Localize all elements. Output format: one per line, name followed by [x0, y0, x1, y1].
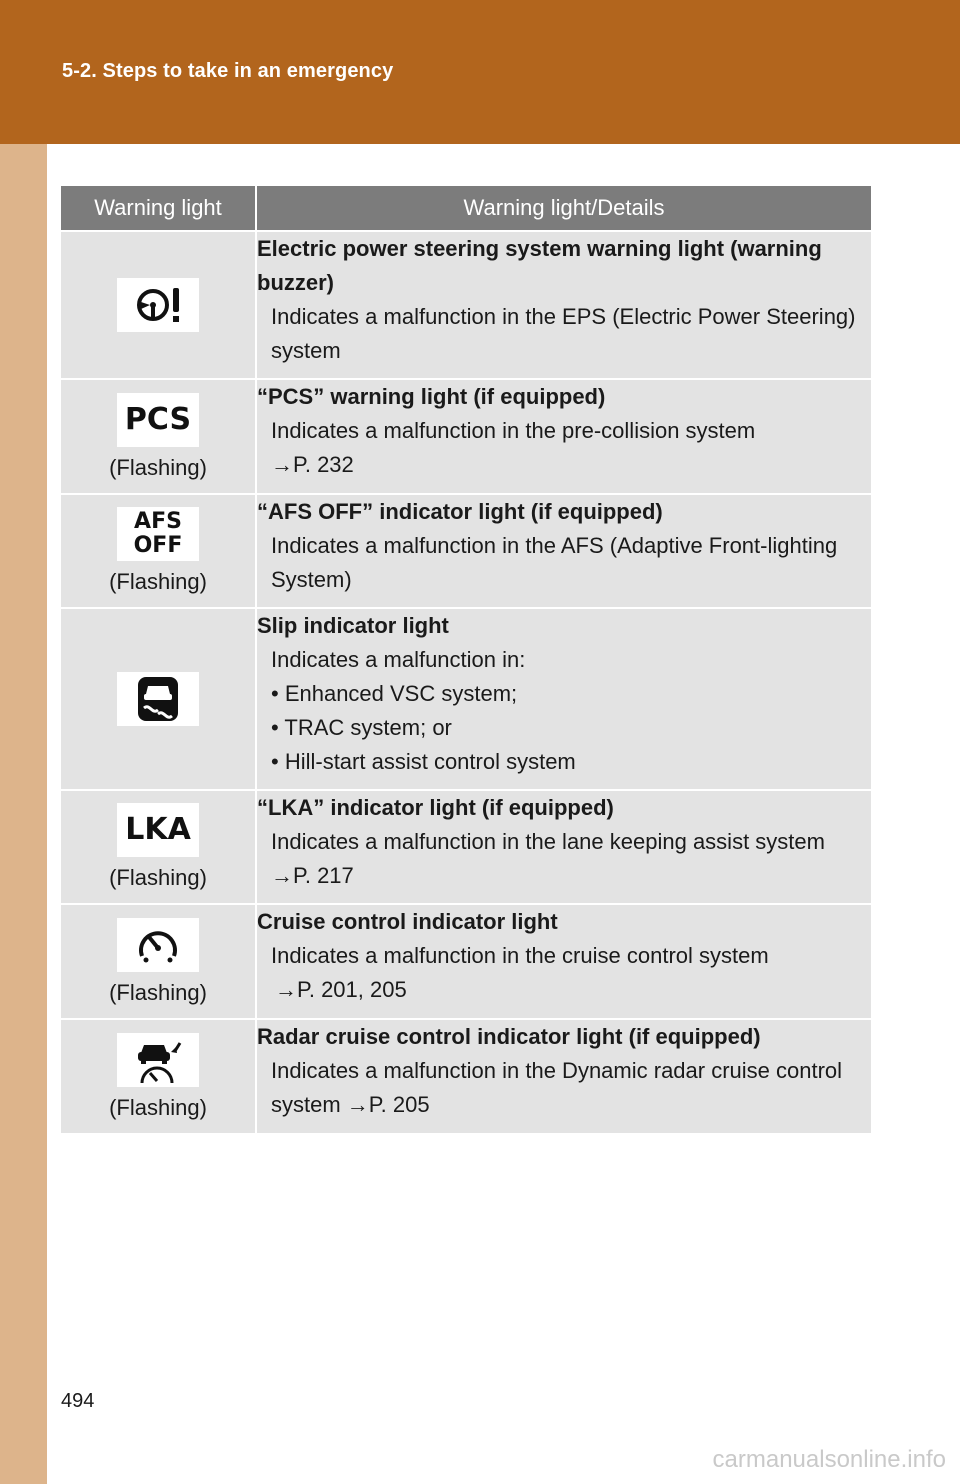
- pcs-icon: [117, 393, 199, 447]
- detail-line: • Hill-start assist control system: [271, 749, 576, 774]
- flashing-label: (Flashing): [109, 569, 207, 594]
- table-row: [61, 379, 871, 494]
- table-row: [61, 1019, 871, 1133]
- afs-off-icon: [117, 507, 199, 561]
- warning-title: “PCS” warning light (if equipped): [257, 384, 606, 409]
- detail-line: Indicates a malfunction in the pre-collision system: [271, 418, 756, 443]
- table-row: [61, 231, 871, 379]
- warning-light-table: [61, 186, 871, 1133]
- flashing-label: (Flashing): [109, 1094, 207, 1120]
- warning-title: Radar cruise control indicator light (if equipped): [257, 1024, 761, 1049]
- watermark: carmanualsonline.info: [712, 1446, 946, 1473]
- flashing-label: (Flashing): [109, 979, 207, 1005]
- icon-cell: [61, 790, 256, 904]
- details-cell: [256, 494, 871, 608]
- flashing-label: (Flashing): [109, 865, 207, 890]
- table-row: [61, 904, 871, 1019]
- page-number: 494: [61, 1390, 95, 1412]
- details-cell: [256, 790, 871, 904]
- icon-cell: [61, 379, 256, 494]
- detail-line: Indicates a malfunction in the AFS (Adaptive Front-lighting System): [271, 533, 838, 592]
- page-reference[interactable]: →P. 201, 205: [275, 977, 407, 1002]
- detail-line: Indicates a malfunction in the EPS (Electric Power Steering) system: [271, 304, 856, 363]
- steering-warning-icon: [117, 278, 199, 332]
- side-band: [0, 144, 47, 1484]
- table-row: [61, 494, 871, 608]
- page-reference[interactable]: →P. 217: [271, 863, 354, 888]
- detail-line: Indicates a malfunction in the lane keeping assist system: [271, 829, 825, 854]
- warning-title: “LKA” indicator light (if equipped): [257, 795, 614, 820]
- page-reference[interactable]: →P. 232: [271, 452, 354, 477]
- icon-cell: [61, 1019, 256, 1133]
- details-cell: [256, 231, 871, 379]
- icon-cell: [61, 904, 256, 1019]
- section-title: 5-2. Steps to take in an emergency: [62, 60, 394, 82]
- detail-line: • Enhanced VSC system;: [271, 681, 518, 706]
- cruise-control-icon: [117, 918, 199, 972]
- flashing-label: (Flashing): [109, 454, 207, 480]
- warning-title: “AFS OFF” indicator light (if equipped): [257, 499, 663, 524]
- details-cell: [256, 608, 871, 790]
- details-cell: [256, 904, 871, 1019]
- detail-line: Indicates a malfunction in:: [271, 647, 526, 672]
- icon-label: OFF: [133, 533, 183, 558]
- icon-cell: [61, 608, 256, 790]
- icon-cell: [61, 231, 256, 379]
- table-row: [61, 608, 871, 790]
- detail-line: Indicates a malfunction in the Dynamic radar cruise control system →P. 205: [271, 1058, 843, 1117]
- table-header-row: [61, 186, 871, 231]
- icon-label: PCS: [124, 401, 192, 437]
- table-row: [61, 790, 871, 904]
- detail-line: Indicates a malfunction in the cruise control system: [271, 943, 769, 968]
- column-header-warning-light: Warning light: [61, 186, 256, 231]
- column-header-details: Warning light/Details: [256, 186, 871, 231]
- radar-cruise-icon: [117, 1033, 199, 1087]
- icon-cell: [61, 494, 256, 608]
- warning-title: Slip indicator light: [257, 613, 449, 638]
- warning-title: Cruise control indicator light: [257, 909, 558, 934]
- lka-icon: [117, 803, 199, 857]
- warning-title: Electric power steering system warning light (warning buzzer): [257, 236, 822, 295]
- details-cell: [256, 379, 871, 494]
- icon-label: AFS: [134, 509, 182, 534]
- detail-line: • TRAC system; or: [271, 715, 452, 740]
- slip-indicator-icon: [117, 672, 199, 726]
- details-cell: [256, 1019, 871, 1133]
- icon-label: LKA: [125, 812, 191, 847]
